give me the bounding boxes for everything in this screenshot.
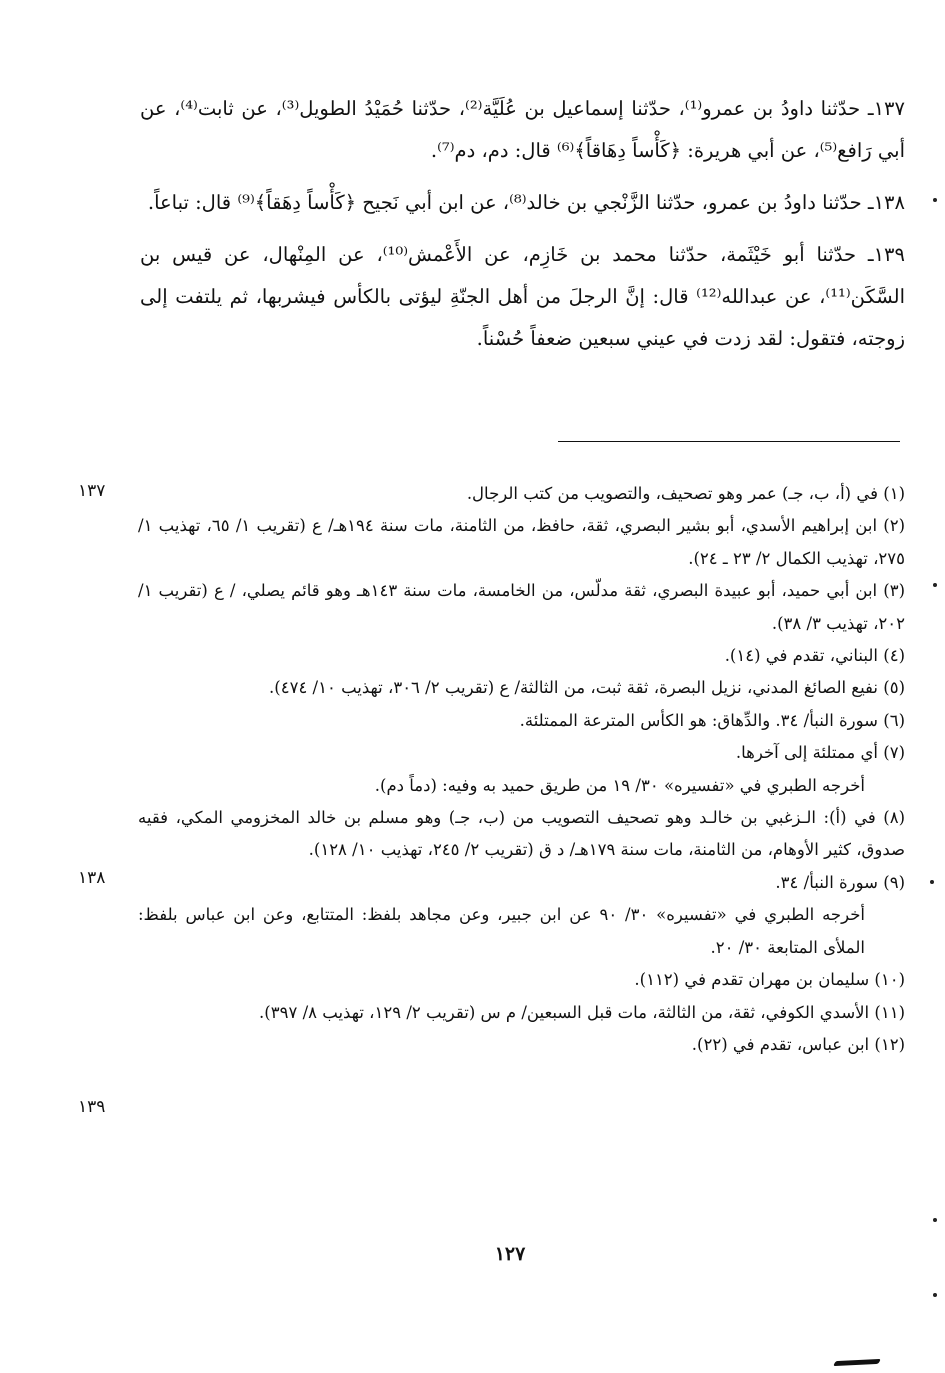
scan-speck [933,1293,937,1297]
footnote-10: (١٠) سليمان بن مهران تقدم في (١١٢). [634,970,905,990]
footnote-2: (٢) ابن إبراهيم الأسدي، أبو بشير البصري، ثقة، حافظ، من الثامنة، مات سنة ١٩٤هـ/ ع (تقريب ١/ ٦٥، تهذيب ١/ ٢٧٥، تهذيب الكمال ٢/ ٢٣ ـ ٢٤). [138,516,906,568]
main-text [140,88,905,370]
margin-number-137: ١٣٧ [78,481,106,501]
scan-speck [930,880,934,884]
scan-speck [933,1218,937,1222]
footnote-1: (١) في (أ، ب، جـ) عمر وهو تصحيف، والتصويب من كتب الرجال. [466,484,905,503]
scan-speck [933,583,937,587]
hadith-139: ١٣٩ـ حدّثنا أبو خَيْثَمة، حدّثنا محمد بن خَازِم، عن الأَعْمش⁽¹⁰⁾، عن المِنْهال، عن قيس بن السَّكَن⁽¹¹⁾، عن عبدالله⁽¹²⁾ قال: إنَّ الرجلَ من أهل الجنّةِ ليؤتى بالكأس فيشربها، ثم يلتفت إلى زوجته، فتقول: لقد زدت في عيني سبعين ضعفاً حُسْناً. [140,243,906,350]
margin-number-138: ١٣٨ [78,868,106,888]
footnote-6: (٦) سورة النبأ/ ٣٤. والدِّهاق: هو الكأس المترعة الممتلئة. [519,710,905,730]
page-number: ١٢٧ [494,1243,526,1265]
footnote-4: (٤) البناني، تقدم في (١٤). [724,646,905,666]
footnote-divider [558,441,900,442]
footnote-7-takhrij: أخرجه الطبري في «تفسيره» ٣٠/ ١٩ من طريق حميد به وفيه: (دماً دم). [374,775,865,795]
footnote-9: (٩) سورة النبأ/ ٣٤. [775,872,905,892]
margin-number-139: ١٣٩ [78,1097,106,1117]
footnote-12: (١٢) ابن عباس، تقدم في (٢٢). [691,1034,905,1054]
scan-edge-mark [833,1359,881,1366]
footnote-11: (١١) الأسدي الكوفي، ثقة، من الثالثة، مات قبل السبعين/ م س (تقريب ٢/ ١٢٩، تهذيب ٨/ ٣٩٧). [259,1002,905,1022]
scan-speck [933,198,937,202]
footnote-5: (٥) نفيع الصائغ المدني، نزيل البصرة، ثقة ثبت، من الثالثة/ ع (تقريب ٢/ ٣٠٦، تهذيب ١٠/ ٤٧٤). [269,678,905,698]
footnote-9-takhrij: أخرجه الطبري في «تفسيره» ٣٠/ ٩٠ عن ابن جبير، وعن مجاهد بلفظ: المتتابع، وعن ابن عباس بلفظ: الملأى المتابعة ٣٠/ ٢٠. [138,905,865,957]
hadith-138: ١٣٨ـ حدّثنا داودُ بن عمرو، حدّثنا الزَّنْجي بن خالد⁽⁸⁾، عن ابن أبي نَجيح ﴿كَأْساً دِهَقاً﴾⁽⁹⁾ قال: تباعاً. [147,191,905,214]
footnote-3: (٣) ابن أبي حميد، أبو عبيدة البصري، ثقة مدلّس، من الخامسة، مات سنة ١٤٣هـ وهو قائم يصلي، / ع (تقريب ١/ ٢٠٢، تهذيب ٣/ ٣٨). [138,581,905,633]
footnote-7: (٧) أي ممتلئة إلى آخرها. [735,743,905,763]
footnote-8: (٨) في (أ): الـزغبي بن خالـد وهو تصحيف التصويب من (ب، جـ) وهو مسلم بن خالد المخزومي المكي، فقيه صدوق، كثير الأوهام، من الثامنة، مات سنة ١٧٩هـ/ د ق (تقريب ٢/ ٢٤٥، تهذيب ١٠/ ١٢٨). [138,808,905,860]
hadith-137: ١٣٧ـ حدّثنا داودُ بن عمرو⁽¹⁾، حدّثنا إسماعيل بن عُلَيَّة⁽²⁾، حدّثنا حُمَيْدُ الطويل⁽³⁾، عن ثابت⁽⁴⁾، عن أبي رَافع⁽⁵⁾، عن أبي هريرة: ﴿كَأْساً دِهَاقاً﴾⁽⁶⁾ قال: دم، دم⁽⁷⁾. [140,97,905,162]
footnotes [138,478,905,1061]
